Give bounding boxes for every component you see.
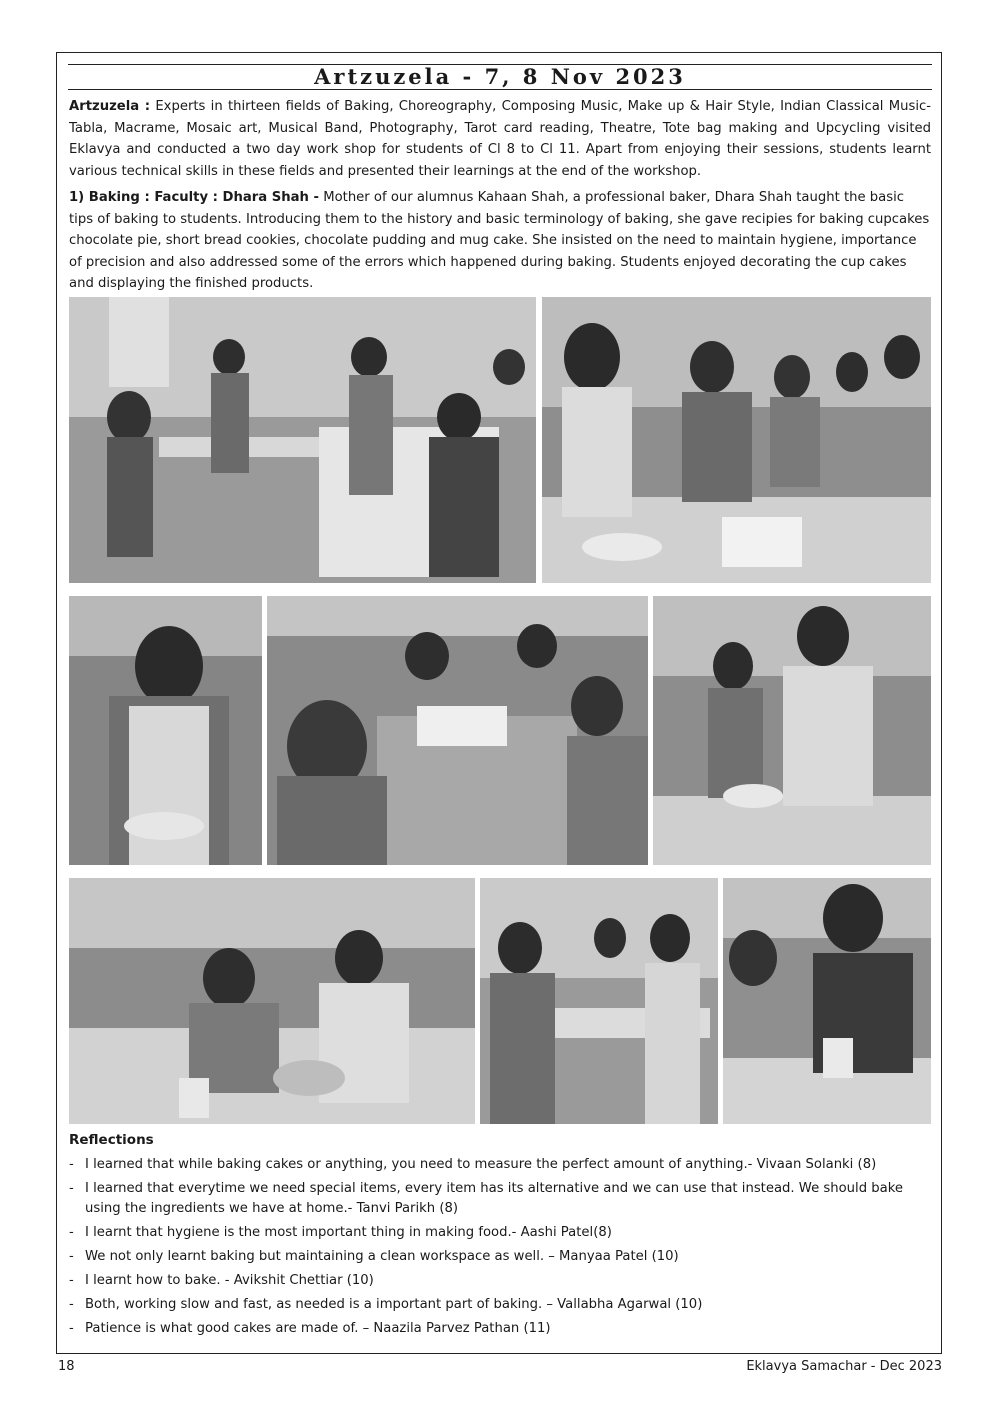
reflection-item: - Patience is what good cakes are made of. – Naazila Parvez Pathan (11) [69, 1319, 939, 1339]
photo-students-rolling [480, 878, 718, 1124]
photo-baking-group-2 [542, 297, 931, 583]
photo-dough-preparation [653, 596, 931, 865]
baking-lead: 1) Baking : Faculty : Dhara Shah - [69, 190, 320, 205]
photo-whisking-bowl [69, 878, 475, 1124]
photo-student-measuring [723, 878, 931, 1124]
baking-text: Mother of our alumnus Kahaan Shah, a professional baker, Dhara Shah taught the basic tips of baking to students. Introducing them to the history and basic terminology of baking, she gave recipies for baking cupcakes chocolate pie, short bread cookies, chocolate pudding and mug cake. She insisted on the need to maintain hygiene, importance of precision and also addressed some of the errors which happened during baking. Students enjoyed decorating the cup cakes and displaying the finished products. [69, 190, 930, 291]
photo-student-mixing [69, 596, 262, 865]
reflections-list [69, 1155, 939, 1343]
page-number: 18 [58, 1359, 75, 1374]
reflections-heading: Reflections [69, 1132, 154, 1148]
reflection-item: - I learnt how to bake. - Avikshit Chettiar (10) [69, 1271, 939, 1291]
title-rule-bottom [68, 89, 932, 90]
publication-footer: Eklavya Samachar - Dec 2023 [746, 1359, 942, 1374]
photo-baking-group-1 [69, 297, 536, 583]
reflection-item: - I learnt that hygiene is the most important thing in making food.- Aashi Patel(8) [69, 1223, 939, 1243]
intro-paragraph [69, 96, 931, 182]
photo-cupcake-decorating [267, 596, 648, 865]
reflection-item: - Both, working slow and fast, as needed is a important part of baking. – Vallabha Agarwal (10) [69, 1295, 939, 1315]
baking-paragraph [69, 187, 931, 295]
page-title: Artzuzela - 7, 8 Nov 2023 [314, 64, 686, 89]
reflection-item: - I learned that while baking cakes or anything, you need to measure the perfect amount of anything.- Vivaan Solanki (8) [69, 1155, 939, 1175]
reflection-item: - We not only learnt baking but maintaining a clean workspace as well. – Manyaa Patel (10) [69, 1247, 939, 1267]
title-bar [68, 64, 932, 94]
intro-lead: Artzuzela : [69, 99, 151, 114]
intro-text: Experts in thirteen fields of Baking, Choreography, Composing Music, Make up & Hair Style, Indian Classical Music-Tabla, Macrame, Mosaic art, Musical Band, Photography, Tarot card reading, Theatre, Tote bag making and Upcycling visited Eklavya and conducted a two day work shop for students of Cl 8 to Cl 11. Apart from enjoying their sessions, students learnt various technical skills in these fields and presented their learnings at the end of the workshop. [69, 99, 932, 179]
reflection-item: - I learned that everytime we need special items, every item has its alternative and we can use that instead. We should bake using the ingredients we have at home.- Tanvi Parikh (8) [69, 1179, 939, 1219]
